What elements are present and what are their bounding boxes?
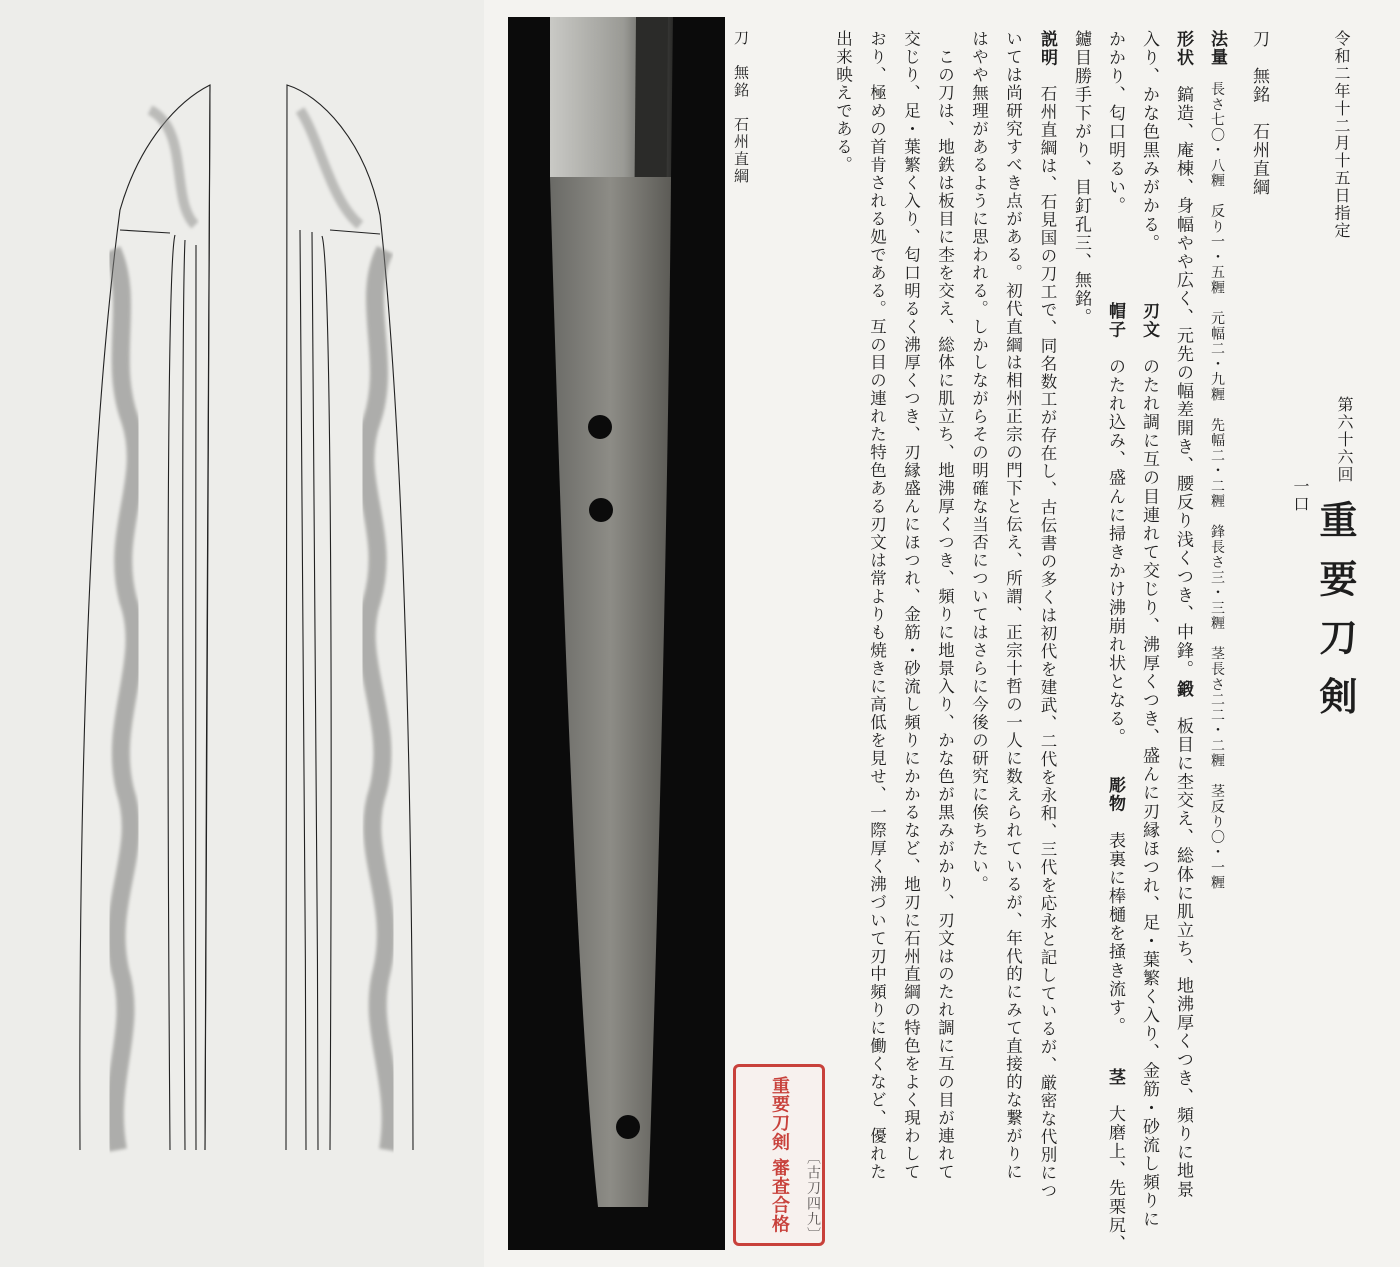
setsumei-line-5: 交じり、足・葉繁く入り、匂口明るく沸厚くつき、刃縁盛んにほつれ、金筋・砂流し頻りにかかるなど、地刃に石州直綱の特色をよく現わして xyxy=(901,30,921,1182)
hamon-ura xyxy=(365,250,390,1150)
seal-text-2: 審査合格 xyxy=(769,1158,790,1234)
nakago-photo-svg xyxy=(508,17,725,1250)
seal-text-1: 重要刀剣 xyxy=(769,1076,790,1152)
keijou-label: 形状 xyxy=(1173,30,1193,68)
mekugi-hole-3 xyxy=(616,1115,640,1139)
boushi-row xyxy=(1106,302,1123,747)
horimono-row xyxy=(1106,776,1123,1035)
oshigata-drawing xyxy=(0,0,484,1267)
horimono-text: 表裏に棒樋を掻き流す。 xyxy=(1105,831,1125,1036)
horimono-label: 彫物 xyxy=(1105,776,1125,814)
setsumei-line-7: 出来映えである。 xyxy=(833,30,853,174)
session-number: 第六十六回 xyxy=(1335,396,1354,484)
boushi-text: のたれ込み、盛んに掃きかけ沸崩れ状となる。 xyxy=(1105,357,1125,747)
kitae-text: 板目に杢交え、総体に肌立ち、地沸厚くつき、頻りに地景 xyxy=(1173,717,1193,1199)
boushi-label: 帽子 xyxy=(1105,302,1125,340)
houryou-label: 法量 xyxy=(1207,30,1227,67)
kitae-cont: 入り、かな色黒みがかる。 xyxy=(1139,30,1159,253)
nakago xyxy=(550,177,671,1207)
setsumei-line-6: おり、極めの首肯される処である。互の目の連れた特色ある刃文は常よりも焼きに高低を見せ、一際厚く沸づいて刃中頻りに働くなど、優れた xyxy=(867,30,887,1182)
setsumei-line-1: 石州直綱は、石見国の刀工で、同名数工が存在し、古伝書の多くは初代を建武、二代を永和、三代を応永と記しているが、厳密な代別につ xyxy=(1038,84,1057,1201)
keijou-row xyxy=(1174,30,1191,679)
blade-drawing-omote xyxy=(80,85,210,1150)
houryou-row xyxy=(1208,30,1225,891)
mekugi-hole-2 xyxy=(589,498,613,522)
blade-drawing-ura xyxy=(286,85,413,1150)
keijou-text: 鎬造、庵棟、身幅やや広く、元先の幅差開き、腰反り浅くつき、中鋒。 xyxy=(1173,85,1193,679)
nakago-row xyxy=(1106,1068,1123,1253)
blade-photo xyxy=(508,17,725,1250)
hamon-text: のたれ調に互の目連れて交じり、沸厚くつき、盛んに刃縁ほつれ、足・葉繁く入り、金筋・砂流し頻りに xyxy=(1139,357,1159,1229)
hamon-cont: かかり、匂口明るい。 xyxy=(1105,30,1125,216)
photo-caption: 刀 無銘 石州直綱 xyxy=(732,30,750,186)
nakago-cont: 鑢目勝手下がり、目釘孔三、無銘。 xyxy=(1071,30,1091,327)
hamon-omote xyxy=(112,250,136,1150)
setsumei-label: 説明 xyxy=(1037,30,1057,67)
kitae-label: 鍛 xyxy=(1173,680,1193,699)
setsumei-line-3: はやや無理があるように思われる。しかしながらその明確な当否についてはさらに今後の研究に俟ちたい。 xyxy=(969,30,989,894)
red-seal-stamp xyxy=(733,1064,825,1246)
item-count: 一口 xyxy=(1291,478,1310,513)
designation-date: 令和二年十二月十五日指定 xyxy=(1332,30,1351,240)
setsumei-row xyxy=(1038,30,1055,1200)
nakago-label: 茎 xyxy=(1105,1068,1125,1087)
hamon-row xyxy=(1140,302,1157,1229)
item-title: 刀 無銘 石州直綱 xyxy=(1249,30,1269,197)
mekugi-hole-1 xyxy=(588,415,612,439)
houryou-text: 長さ七〇・八糎 反り一・五糎 元幅二・九糎 先幅二・二糎 鋒長さ三・三糎 茎長さ二二・二糎 茎反り〇・一糎 xyxy=(1209,81,1225,891)
hamon-label: 刃文 xyxy=(1139,302,1159,340)
document-title: 重要刀剣 xyxy=(1313,500,1357,736)
nakago-text: 大磨上、先栗尻、 xyxy=(1105,1105,1125,1254)
setsumei-line-4: この刀は、地鉄は板目に杢を交え、総体に肌立ち、地沸厚くつき、頻りに地景入り、かな色が黒みがかり、刃文はのたれ調に互の目が連れて xyxy=(935,30,955,1182)
reference-code: 〔古刀四九〕 xyxy=(805,1150,821,1243)
setsumei-line-2: いては尚研究すべき点がある。初代直綱は相州正宗の門下と伝え、所謂、正宗十哲の一人に数えられているが、年代的にみて直接的な繋がりに xyxy=(1003,30,1023,1182)
kitae-row xyxy=(1174,680,1191,1199)
blade-drawing-svg xyxy=(0,0,484,1267)
